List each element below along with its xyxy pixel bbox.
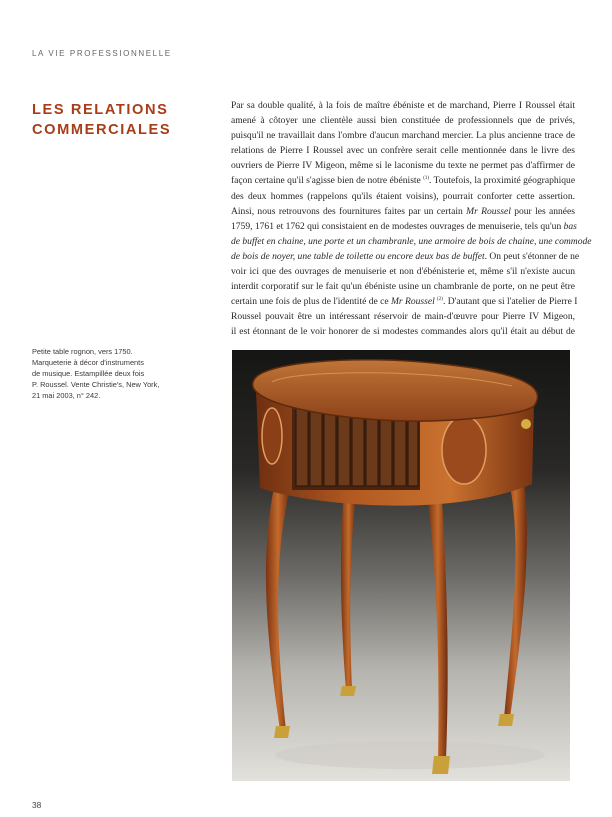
body-line: interdit corporatif sur le fait qu'un ébéniste usine un chambranle de porte, on ne peut être bbox=[231, 281, 575, 293]
page-number: 38 bbox=[32, 800, 42, 810]
caption-line: Petite table rognon, vers 1750. bbox=[32, 347, 133, 356]
body-line: ouvriers de Pierre IV Migeon, même si le laconisme du texte ne permet pas d'affirmer de bbox=[231, 160, 575, 172]
body-line bbox=[231, 249, 580, 264]
body-fragment: pour les années bbox=[510, 205, 575, 217]
section-title bbox=[32, 100, 171, 140]
body-line bbox=[231, 234, 592, 249]
body-italic: bas bbox=[563, 220, 577, 232]
body-italic: Mr Roussel bbox=[466, 205, 511, 217]
caption-line: 21 mai 2003, n° 242. bbox=[32, 391, 101, 400]
body-fragment: . Toutefois, la proximité géographique bbox=[429, 175, 576, 187]
body-line: il est étonnant de le voir honorer de si modestes commandes alors qu'il était au début de bbox=[231, 326, 575, 338]
body-line: relations de Pierre I Roussel avec un confrère serait celle mentionnée dans le livre des bbox=[231, 145, 575, 157]
table-illustration bbox=[232, 350, 570, 781]
body-line: puisqu'il ne travaillait dans l'ombre d'aucun marchand mercier. La plus ancienne trace de bbox=[231, 130, 575, 142]
section-title-line-2: COMMERCIALES bbox=[32, 122, 172, 138]
body-italic: de bois de noyer, une table de toilette ou encore deux bas de buffet bbox=[231, 250, 485, 262]
footnote-ref: (2) bbox=[437, 297, 443, 303]
body-italic: Mr Roussel bbox=[390, 296, 435, 308]
body-line: Roussel pouvait être un intéressant réservoir de main-d'œuvre pour Pierre IV Migeon, bbox=[231, 311, 575, 323]
body-fragment: . On peut s'étonner de ne bbox=[484, 250, 580, 262]
caption-line: de musique. Estampillée deux fois bbox=[32, 369, 145, 378]
body-line: voir ici que des ouvrages de menuiserie et non d'ébénisterie et, même s'il n'existe aucun bbox=[231, 266, 575, 278]
body-fragment: Ainsi, nous retrouvons des fournitures faites par un certain bbox=[231, 205, 463, 217]
body-fragment: . D'autant que si l'atelier de Pierre I bbox=[442, 296, 578, 308]
running-head: LA VIE PROFESSIONNELLE bbox=[32, 49, 172, 58]
furniture-photo bbox=[232, 350, 570, 781]
body-line bbox=[231, 173, 575, 188]
body-line bbox=[231, 294, 578, 309]
body-line: des deux hommes (rappelons qu'ils étaient voisins), pourrait conforter cette assertion. bbox=[231, 190, 575, 202]
footnote-ref: (1) bbox=[423, 176, 430, 182]
body-fragment: façon certaine qu'il s'agisse bien de notre ébéniste bbox=[231, 175, 421, 187]
body-italic: de buffet en chaine, une porte et un chambranle, une armoire de bois de chaine, une commode bbox=[231, 235, 592, 247]
body-text bbox=[231, 98, 592, 340]
body-fragment: 1759, 1761 et 1762 qui consistaient en de modestes ouvrages de menuiserie, tels qu'un bbox=[231, 220, 562, 232]
section-title-line-1: LES RELATIONS bbox=[32, 102, 169, 118]
body-fragment: certain une fois de plus de l'identité de ce bbox=[231, 296, 389, 308]
body-line bbox=[231, 219, 575, 234]
body-line: amené à côtoyer une clientèle aussi bien constituée de professionnels que de privés, bbox=[231, 115, 575, 127]
caption-line: Marqueterie à décor d'instruments bbox=[32, 358, 144, 367]
photo-caption bbox=[32, 346, 182, 401]
caption-line: P. Roussel. Vente Christie's, New York, bbox=[32, 380, 160, 389]
body-line bbox=[231, 204, 575, 219]
body-line: Par sa double qualité, à la fois de maître ébéniste et de marchand, Pierre I Roussel était bbox=[231, 100, 575, 111]
